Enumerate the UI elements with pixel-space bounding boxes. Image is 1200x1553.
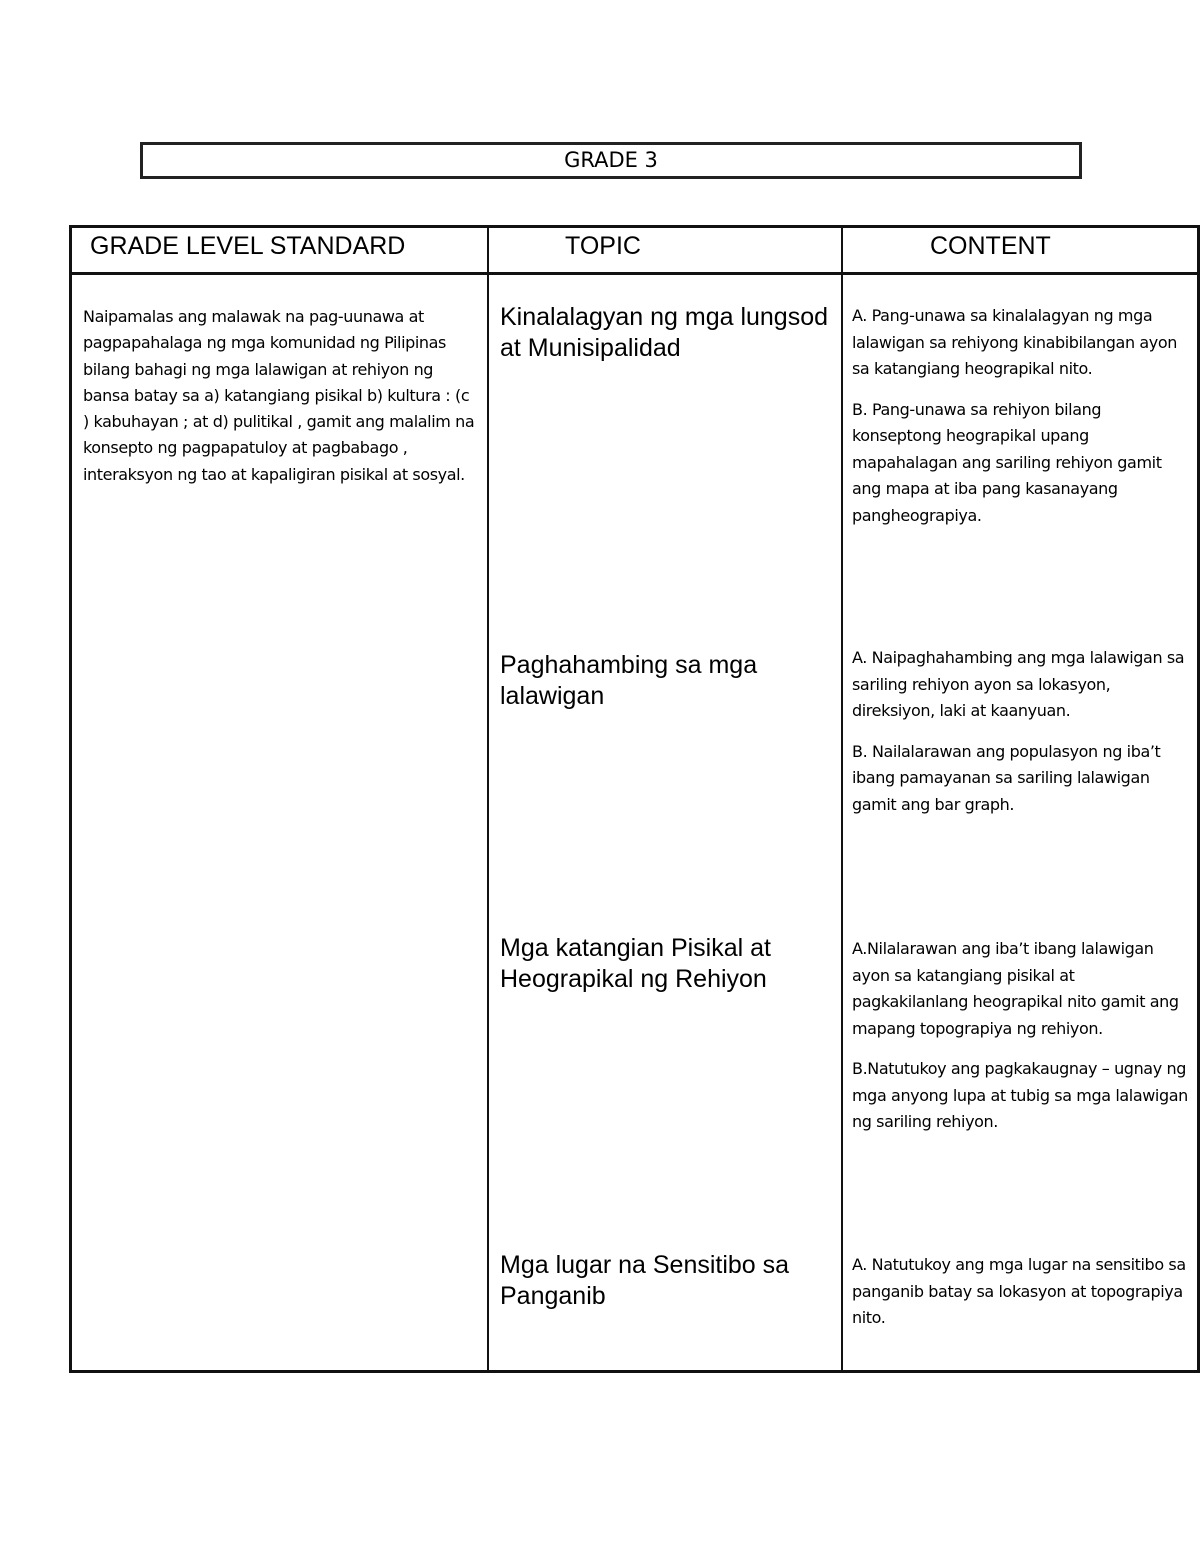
curriculum-table	[69, 225, 1200, 1373]
content-item-a: A.Nilalarawan ang iba’t ibang lalawigan ayon sa katangiang pisikal at pagkakilanlang heograpikal nito gamit ang mapang topograpiya ng rehiyon.	[852, 939, 1179, 1038]
topic-paghahambing: Paghahambing sa mga lalawigan	[500, 651, 758, 710]
header-grade-level-standard: GRADE LEVEL STANDARD	[90, 232, 406, 260]
content-kinalalagyan	[852, 303, 1192, 543]
content-item-b: B. Nailalarawan ang populasyon ng iba’t ibang pamayanan sa sariling lalawigan gamit ang bar graph.	[852, 741, 1161, 814]
content-item-b: B.Natutukoy ang pagkakaugnay – ugnay ng mga anyong lupa at tubig sa mga lalawigan ng sariling rehiyon.	[852, 1059, 1188, 1131]
content-paghahambing	[852, 645, 1192, 832]
grade-level-standard-text: Naipamalas ang malawak na pag-uunawa at pagpapahalaga ng mga komunidad ng Pilipinas bilang bahagi ng mga lalawigan at rehiyon ng bansa batay sa a) katangiang pisikal b) kultura : (c ) kabuhayan ; at d) pulitikal , gamit ang malalim na konsepto ng pagpapatuloy at pagbabago , interaksyon ng tao at kapaligiran pisikal at sosyal.	[83, 307, 475, 484]
content-katangian-pisikal	[852, 936, 1192, 1150]
content-item-a: A. Naipaghahambing ang mga lalawigan sa sariling rehiyon ayon sa lokasyon, direksiyon, laki at kaanyuan.	[852, 648, 1185, 720]
content-item-a: A. Natutukoy ang mga lugar na sensitibo sa panganib batay sa lokasyon at topograpiya nito.	[852, 1255, 1186, 1327]
topic-katangian-pisikal: Mga katangian Pisikal at Heograpikal ng Rehiyon	[500, 934, 771, 993]
content-item-b: B. Pang-unawa sa rehiyon bilang konseptong heograpikal upang mapahalagan ang sariling rehiyon gamit ang mapa at iba pang kasanayang pangheograpiya.	[852, 399, 1162, 525]
content-item-a: A. Pang-unawa sa kinalalagyan ng mga lalawigan sa rehiyong kinabibilangan ayon sa katangiang heograpikal nito.	[852, 306, 1177, 378]
header-content: CONTENT	[930, 232, 1051, 260]
topic-kinalalagyan: Kinalalagyan ng mga lungsod at Munisipalidad	[500, 303, 829, 362]
header-divider	[72, 272, 1197, 275]
content-sensitibo-sa-panganib	[852, 1252, 1192, 1346]
column-divider	[487, 228, 489, 1370]
column-divider	[841, 228, 843, 1370]
header-topic: TOPIC	[565, 232, 641, 260]
topic-sensitibo-sa-panganib: Mga lugar na Sensitibo sa Panganib	[500, 1251, 790, 1310]
grade-title: GRADE 3	[140, 142, 1082, 179]
